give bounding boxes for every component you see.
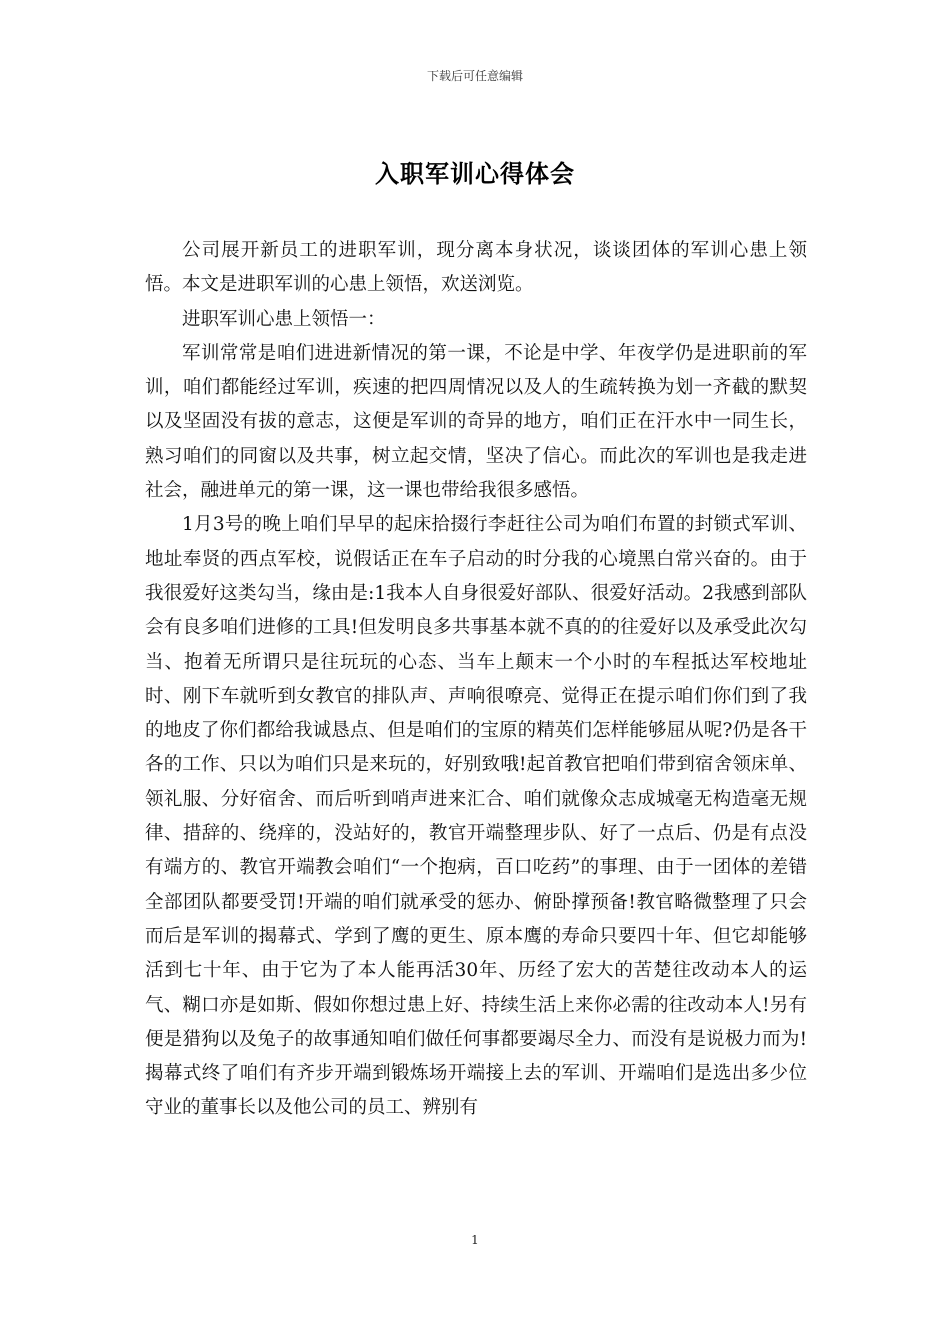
document-body [145,234,807,1126]
document-title: 入职军训心得体会 [375,159,575,188]
paragraph-story: 1月3号的晚上咱们早早的起床拾掇行李赶往公司为咱们布置的封锁式军训、地址奉贤的西点军校，说假话正在车子启动的时分我的心境黑白常兴奋的。由于我很爱好这类勾当，缘由是:1我本人自身很爱好部队、很爱好活动。2我感到部队会有良多咱们进修的工具!但发明良多共事基本就不真的的往爱好以及承受此次勾当、抱着无所谓只是往玩玩的心态、当车上颠末一个小时的车程抵达军校地址时、刚下车就听到女教官的排队声、声响很嘹亮、觉得正在提示咱们你们到了我的地皮了你们都给我诚恳点、但是咱们的宝原的精英们怎样能够屈从呢?仍是各干各的工作、只以为咱们只是来玩的，好别致哦!起首教官把咱们带到宿舍领床单、领礼服、分好宿舍、而后听到哨声进来汇合、咱们就像众志成城毫无构造毫无规律、措辞的、绕痒的，没站好的，教官开端整理步队、好了一点后、仍是有点没有端方的、教官开端教会咱们“一个抱病，百口吃药”的事理、由于一团体的差错全部团队都要受罚!开端的咱们就承受的惩办、俯卧撑预备!教官略微整理了只会而后是军训的揭幕式、学到了鹰的更生、原本鹰的寿命只要四十年、但它却能够活到七十年、由于它为了本人能再活30年、历经了宏大的苦楚往改动本人的运气、糊口亦是如斯、假如你想过患上好、持续生活上来你必需的往改动本人!另有便是猎狗以及兔子的故事通知咱们做任何事都要竭尽全力、而没有是说极力而为!揭幕式终了咱们有齐步开端到锻炼场开端接上去的军训、开端咱们是选出多少位守业的董事长以及他公司的员工、辨别有 [145,514,807,1119]
paragraph-main: 军训常常是咱们进进新情况的第一课，不论是中学、年夜学仍是进职前的军训，咱们都能经过军训，疾速的把四周情况以及人的生疏转换为划一齐截的默契以及坚固没有拔的意志，这便是军训的奇异的地方，咱们正在汗水中一同生长，熟习咱们的同窗以及共事，树立起交情，坚决了信心。而此次的军训也是我走进社会，融进单元的第一课，这一课也带给我很多感悟。 [145,342,807,502]
paragraph-heading: 进职军训心患上领悟一： [182,308,386,330]
page-number: 1 [471,1233,479,1247]
header-note: 下载后可任意编辑 [426,69,523,83]
paragraph-intro: 公司展开新员工的进职军训，现分离本身状况，谈谈团体的军训心患上领悟。本文是进职军训的心患上领悟，欢送浏览。 [145,240,807,296]
